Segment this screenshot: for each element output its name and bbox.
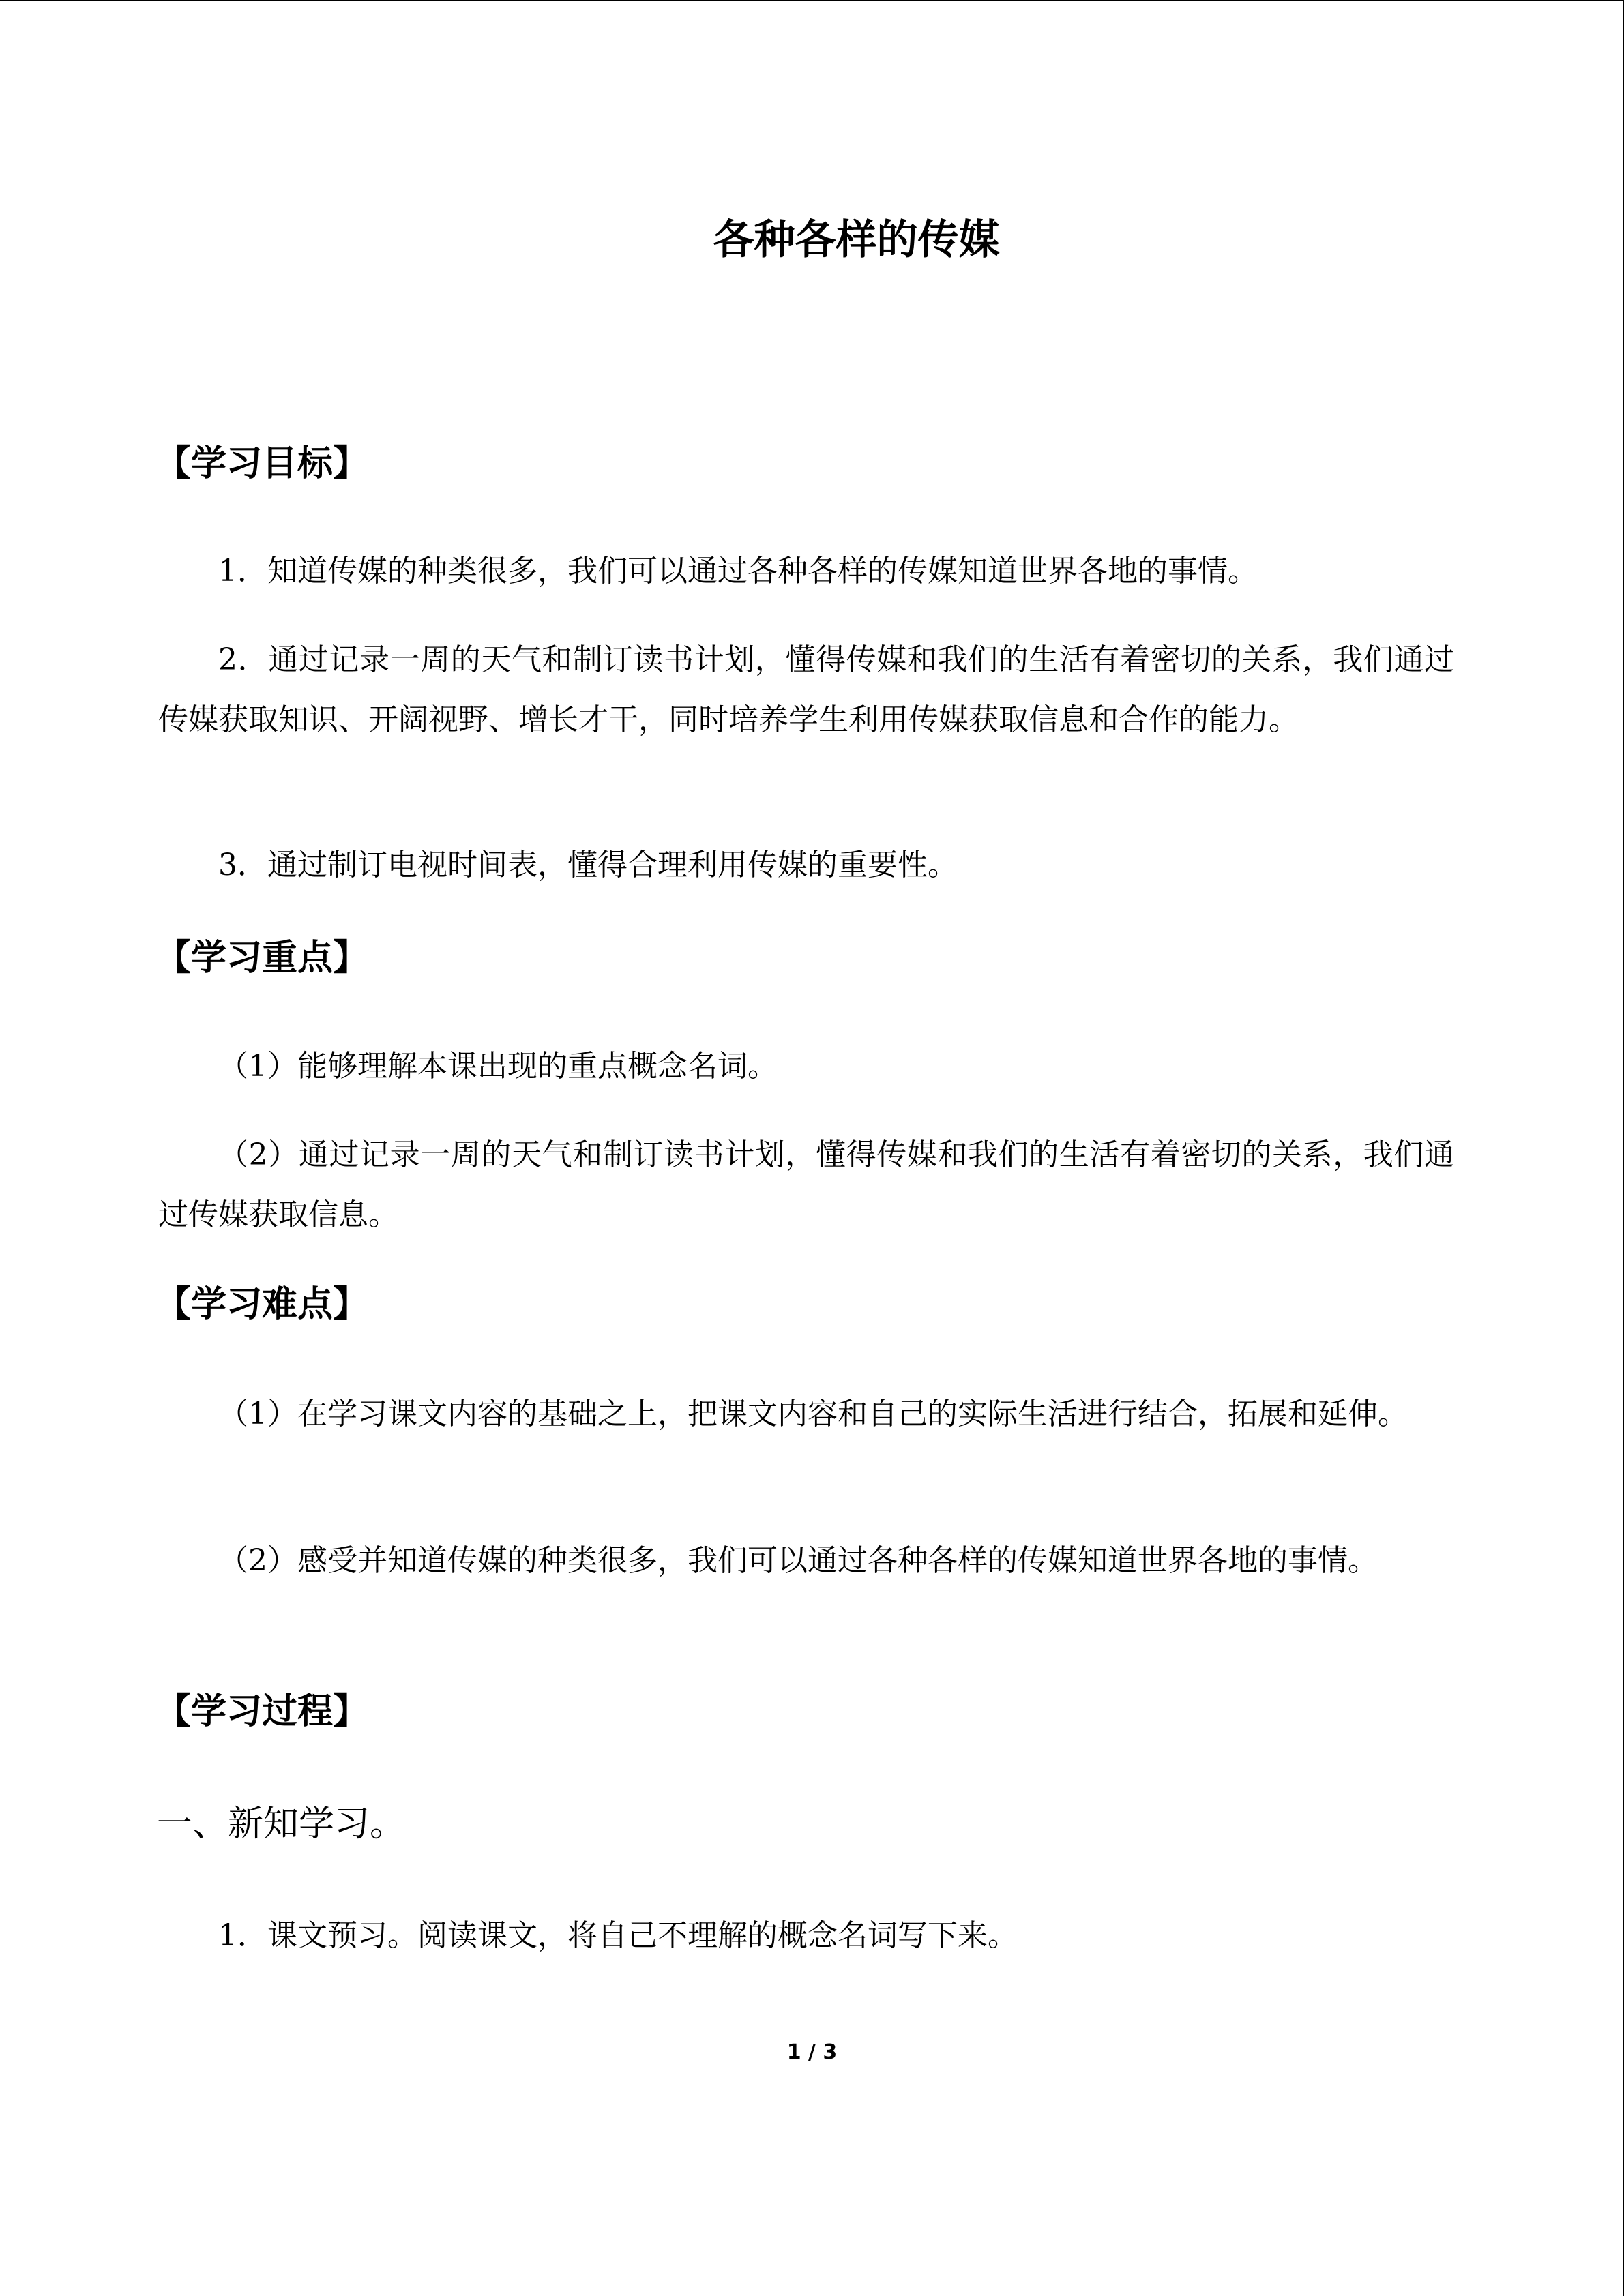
heading-learning-process: 【学习过程】 xyxy=(156,1691,369,1732)
objective-item-2: 2．通过记录一周的天气和制订读书计划，懂得传媒和我们的生活有着密切的关系，我们通过传媒获取知识、开阔视野、增长才干，同时培养学生利用传媒获取信息和合作的能力。 xyxy=(158,642,1454,737)
heading-key-points: 【学习重点】 xyxy=(156,938,369,979)
objective-item-3: 3．通过制订电视时间表，懂得合理利用传媒的重要性。 xyxy=(218,848,958,882)
heading-difficulties: 【学习难点】 xyxy=(156,1284,369,1325)
document-title: 各种各样的传媒 xyxy=(713,216,1000,264)
key-point-item-2: （2）通过记录一周的天气和制订读书计划，懂得传媒和我们的生活有着密切的关系，我们通过传媒获取信息。 xyxy=(158,1137,1454,1232)
objective-item-1: 1．知道传媒的种类很多，我们可以通过各种各样的传媒知道世界各地的事情。 xyxy=(218,554,1258,588)
difficulty-item-2: （2）感受并知道传媒的种类很多，我们可以通过各种各样的传媒知道世界各地的事情。 xyxy=(218,1543,1378,1578)
heading-learning-objectives: 【学习目标】 xyxy=(156,443,369,484)
subheading-new-knowledge: 一、新知学习。 xyxy=(157,1804,406,1845)
key-point-item-1: （1）能够理解本课出现的重点概念名词。 xyxy=(218,1049,778,1084)
difficulty-item-1: （1）在学习课文内容的基础之上，把课文内容和自己的实际生活进行结合，拓展和延伸。 xyxy=(218,1397,1408,1431)
process-item-1: 1．课文预习。阅读课文，将自己不理解的概念名词写下来。 xyxy=(218,1918,1018,1953)
page-number: 1 / 3 xyxy=(786,2040,838,2064)
